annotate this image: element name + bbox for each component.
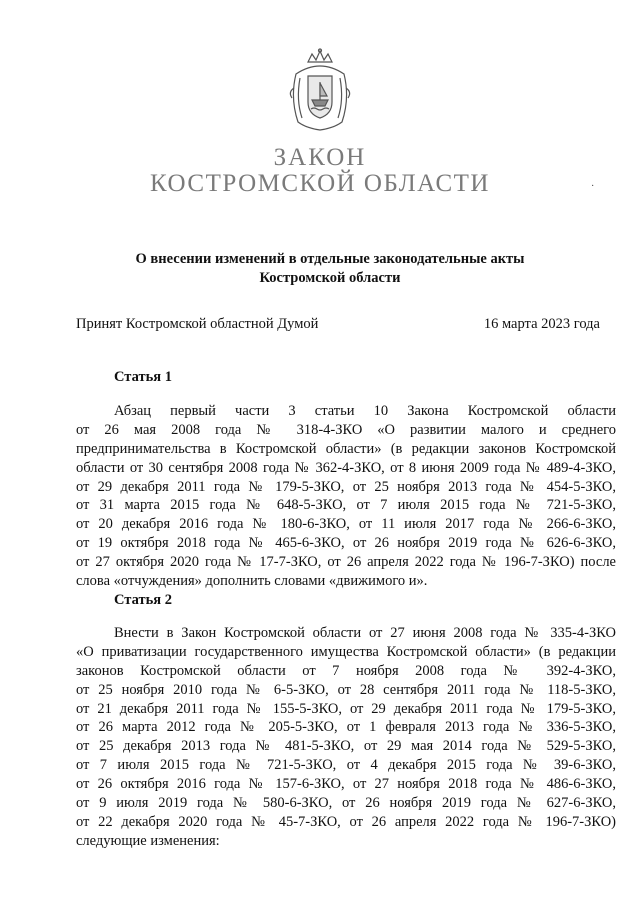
law-title-line2: КОСТРОМСКОЙ ОБЛАСТИ	[150, 170, 490, 197]
decorative-dot: ·	[591, 181, 595, 192]
adopted-by: Принят Костромской областной Думой	[76, 316, 319, 332]
article-2-line: от 22 декабря 2020 года № 45-7-ЗКО, от 26 апреля 2022 года № 196-7-ЗКО)	[76, 813, 616, 830]
article-1-line: слова «отчуждения» дополнить словами «движимого и».	[76, 573, 428, 590]
article-1-line: от 27 октября 2020 года № 17-7-ЗКО, от 26 апреля 2022 года № 196-7-ЗКО) после	[76, 554, 616, 571]
article-2-line: от 9 июля 2019 года № 580-6-ЗКО, от 26 ноября 2019 года № 627-6-ЗКО,	[76, 795, 616, 812]
article-2-line: Внести в Закон Костромской области от 27 июня 2008 года № 335-4-ЗКО	[114, 625, 616, 641]
article-1-line: предпринимательства в Костромской области» (в редакции законов Костромской	[76, 440, 616, 457]
article-2-text	[76, 624, 616, 851]
article-1-line: Абзац первый части 3 статьи 10 Закона Костромской области	[114, 403, 616, 419]
article-2-line: от 25 ноября 2010 года № 6-5-ЗКО, от 28 сентября 2011 года № 118-5-ЗКО,	[76, 681, 616, 698]
article-2-line: «О приватизации государственного имущества Костромской области» (в редакции	[76, 643, 616, 660]
article-2-title: Статья 2	[114, 592, 172, 608]
article-1-line: области от 30 сентября 2008 года № 362-4-ЗКО, от 8 июня 2009 года № 489-4-ЗКО,	[76, 459, 616, 476]
article-1-line: от 29 декабря 2011 года № 179-5-ЗКО, от 25 ноября 2013 года № 454-5-ЗКО,	[76, 478, 616, 495]
law-title-line1: ЗАКОН	[273, 144, 367, 171]
article-2-line: от 7 июля 2015 года № 721-5-ЗКО, от 4 декабря 2015 года № 39-6-ЗКО,	[76, 757, 616, 774]
article-2-line: следующие изменения:	[76, 832, 220, 849]
article-1-text	[76, 402, 616, 591]
article-2-line: от 21 декабря 2011 года № 155-5-ЗКО, от 29 декабря 2011 года № 179-5-ЗКО,	[76, 700, 616, 717]
document-heading-line2: Костромской области	[259, 270, 401, 286]
article-2-line: законов Костромской области от 7 ноября 2008 года № 392-4-ЗКО,	[76, 662, 616, 679]
article-1-line: от 19 октября 2018 года № 465-6-ЗКО, от 26 ноября 2019 года № 626-6-ЗКО,	[76, 535, 616, 552]
document-heading-line1: О внесении изменений в отдельные законодательные акты	[135, 251, 525, 267]
article-1-line: от 31 марта 2015 года № 648-5-ЗКО, от 7 июля 2015 года № 721-5-ЗКО,	[76, 497, 616, 514]
article-1-line: от 20 декабря 2016 года № 180-6-ЗКО, от 11 июля 2017 года № 266-6-ЗКО,	[76, 516, 616, 533]
article-2-line: от 26 марта 2012 года № 205-5-ЗКО, от 1 февраля 2013 года № 336-5-ЗКО,	[76, 719, 616, 736]
adoption-date: 16 марта 2023 года	[483, 316, 600, 332]
article-2-line: от 26 октября 2016 года № 157-6-ЗКО, от 27 ноября 2018 года № 486-6-ЗКО,	[76, 776, 616, 793]
kostroma-coat-of-arms-icon	[286, 48, 354, 132]
article-2-line: от 25 декабря 2013 года № 481-5-ЗКО, от 29 мая 2014 года № 529-5-ЗКО,	[76, 738, 616, 755]
article-1-title: Статья 1	[114, 369, 172, 385]
article-1-line: от 26 мая 2008 года № 318-4-ЗКО «О развитии малого и среднего	[76, 421, 616, 438]
